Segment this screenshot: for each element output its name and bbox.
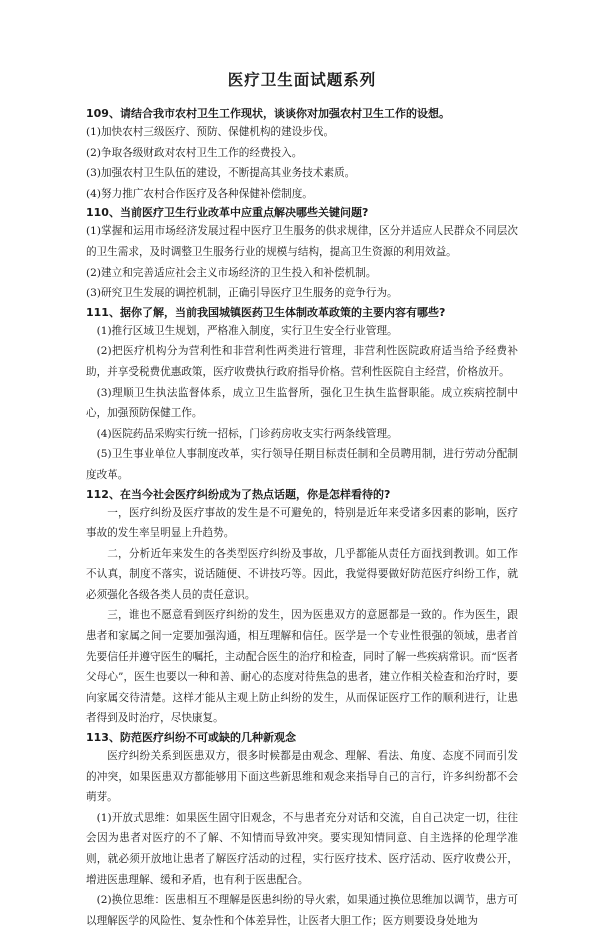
question-heading: 110、当前医疗卫生行业改革中应重点解决哪些关键问题?	[86, 206, 369, 220]
answer-paragraph: 医疗纠纷关系到医患双方，很多时候都是由观念、理解、看法、角度、态度不同而引发的冲突，如果医患双方都能够用下面这些新思维和观念来指导自己的言行，许多纠纷都不会萌芽。	[86, 750, 518, 804]
answer-paragraph: (1)推行区域卫生规划，严格准入制度，实行卫生安全行业管理。	[96, 324, 398, 337]
answer-paragraph: (2)争取各级财政对农村卫生工作的经费投入。	[86, 146, 303, 159]
question-section-109	[86, 105, 518, 204]
answer-paragraph: (1)加快农村三级医疗、预防、保健机构的建设步伐。	[86, 126, 335, 138]
answer-paragraph: (1)掌握和运用市场经济发展过程中医疗卫生服务的供求规律，区分并适应人民群众不同层次的卫生需求，及时调整卫生服务行业的规模与结构，提高卫生资源的利用效益。	[86, 225, 518, 258]
answer-paragraph: (5)卫生事业单位人事制度改革，实行领导任期目标责任制和全员聘用制，进行劳动分配制度改革。	[86, 448, 518, 481]
answer-paragraph: (2)建立和完善适应社会主义市场经济的卫生投入和补偿机制。	[86, 266, 377, 279]
answer-paragraph: (1)开放式思维：如果医生固守旧观念，不与患者充分对话和交流，自自己决定一切，往往会因为患者对医疗的不了解、不知情而导致冲突。要实现知情同意、自主选择的伦理学准则，就必须开放地让患者了解医疗活动的过程，实行医疗技术、医疗活动、医疗收费公开，增进医患理解、缓和矛盾，也有利于医患配合。	[86, 811, 518, 886]
question-section-110	[86, 204, 518, 303]
answer-paragraph: 三，谁也不愿意看到医疗纠纷的发生，因为医患双方的意愿都是一致的。作为医生，跟患者和家属之间一定要加强沟通，相互理解和信任。医学是一个专业性很强的领域，患者首先要信任并遵守医生的嘱托，主动配合医生的治疗和检查，同时了解一些疾病常识。而“医者父母心”，医生也要以一种和善、耐心的态度对待焦急的患者，建立作相关检查和治疗时，要向家属交待清楚。这样才能从主观上防止纠纷的发生，从而保证医疗工作的顺利进行，让患者得到及时治疗，尽快康复。	[86, 609, 518, 725]
document-title: 医疗卫生面试题系列	[227, 71, 377, 89]
question-heading: 113、防范医疗纠纷不可或缺的几种新观念	[86, 731, 296, 745]
answer-paragraph: (3)研究卫生发展的调控机制，正确引导医疗卫生服务的竞争行为。	[86, 287, 398, 300]
answer-paragraph: 二，分析近年来发生的各类型医疗纠纷及事故，几乎都能从责任方面找到教训。如工作不认真，制度不落实，说话随便、不讲技巧等。因此，我觉得要做好防范医疗纠纷工作，就必须强化各级各类人员的责任意识。	[86, 547, 518, 601]
answer-paragraph: (4)努力推广农村合作医疗及各种保健补偿制度。	[86, 187, 313, 200]
question-heading: 112、在当今社会医疗纠纷成为了热点话题，你是怎样看待的?	[86, 487, 391, 501]
answer-paragraph: 一，医疗纠纷及医疗事故的发生是不可避免的，特别是近年来受诸多因素的影响，医疗事故的发生率呈明显上升趋势。	[86, 506, 518, 540]
answer-paragraph: (3)加强农村卫生队伍的建设，不断提高其业务技术素质。	[86, 167, 356, 180]
answer-paragraph: (2)把医疗机构分为营利性和非营利性两类进行管理，非营利性医院政府适当给予经费补助，并享受税费优惠政策，医疗收费执行政府指导价格。营利性医院自主经营，价格放开。	[86, 345, 518, 378]
question-section-112	[86, 486, 518, 730]
question-section-113	[86, 729, 518, 931]
answer-paragraph: (4)医院药品采购实行统一招标，门诊药房收支实行两条线管理。	[96, 427, 398, 440]
answer-paragraph: (3)理顺卫生执法监督体系，成立卫生监督所，强化卫生执生监督职能。成立疾病控制中心，加强预防保健工作。	[86, 386, 518, 420]
question-heading: 111、据你了解，当前我国城镇医药卫生体制改革政策的主要内容有哪些?	[86, 305, 446, 319]
document-page	[86, 70, 518, 931]
question-section-111	[86, 304, 518, 486]
question-heading: 109、请结合我市农村卫生工作现状，谈谈你对加强农村卫生工作的设想。	[86, 107, 450, 120]
answer-paragraph: (2)换位思维：医患相互不理解是医患纠纷的导火索，如果通过换位思维加以调节，患方可以理解医学的风险性、复杂性和个体差异性，让医者大胆工作；医方则要设身处地为	[86, 894, 518, 927]
